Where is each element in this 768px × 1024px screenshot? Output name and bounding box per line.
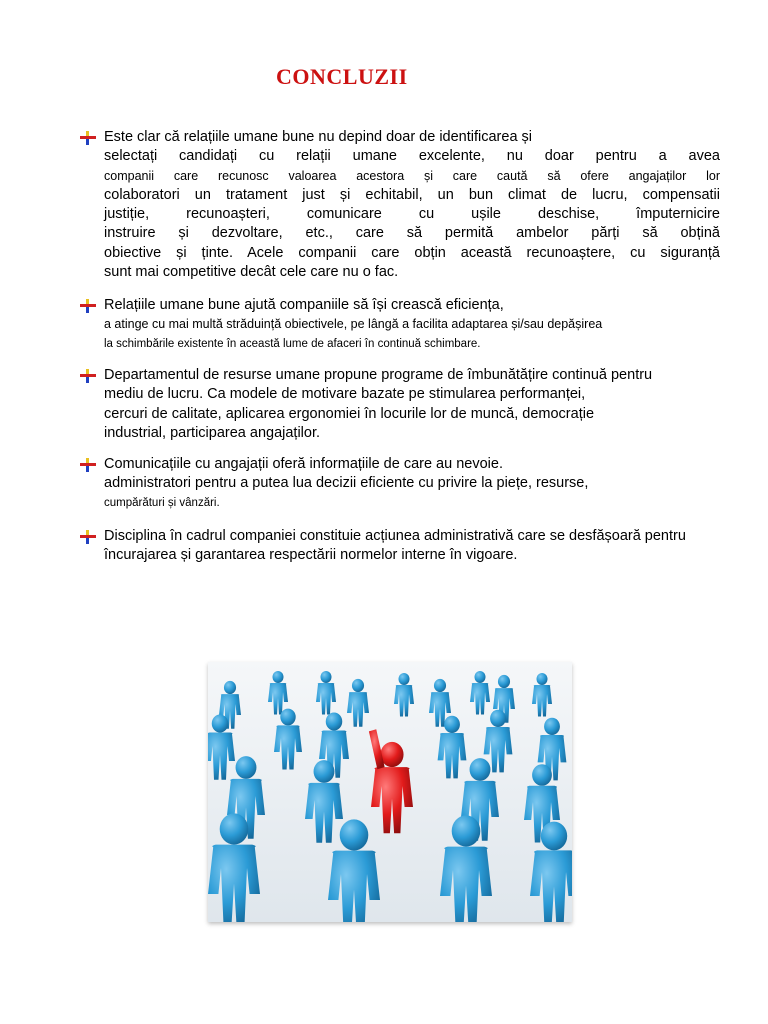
- paragraph-line: Disciplina în cadrul companiei constituie acțiunea administrativă care se desfășoară pentru: [104, 528, 686, 544]
- paragraph-line: mediu de lucru. Ca modele de motivare bazate pe stimularea performanței,: [104, 386, 586, 403]
- bullet-item: [80, 455, 720, 513]
- paragraph-line: la schimbările existente în această lume de afaceri în continuă schimbare.: [104, 337, 481, 350]
- paragraph-line: Comunicațiile cu angajații oferă informațiile de care au nevoie.: [104, 456, 503, 472]
- bullet-item: [80, 128, 720, 282]
- bullet-icon: [80, 369, 96, 383]
- paragraph-line: administratori pentru a putea lua decizii eficiente cu privire la piețe, resurse,: [104, 475, 589, 492]
- paragraph-line: a atinge cu mai multă străduință obiectivele, pe lângă a facilita adaptarea și/sau depășirea: [104, 317, 603, 332]
- bullet-icon: [80, 530, 96, 544]
- bullet-icon: [80, 299, 96, 313]
- paragraph-line: Este clar că relațiile umane bune nu depind doar de identificarea și: [104, 129, 533, 145]
- paragraph-line: justiție, recunoașteri, comunicare cu ușile deschise, împuternicire: [104, 206, 720, 223]
- bullet-item: [80, 296, 720, 354]
- paragraph-line: sunt mai competitive decât cele care nu o fac.: [104, 264, 399, 281]
- paragraph-line: industrial, participarea angajaților.: [104, 424, 321, 441]
- paragraph-line: companii care recunosc valoarea acestora și care caută să ofere angajaților lor: [104, 168, 720, 183]
- bullet-item: [80, 366, 720, 443]
- bullet-icon: [80, 458, 96, 472]
- paragraph-line: selectați candidați cu relații umane excelente, nu doar pentru a avea: [104, 148, 720, 165]
- paragraph-line: cercuri de calitate, aplicarea ergonomiei în locurile lor de muncă, democrație: [104, 405, 595, 422]
- paragraph-line: obiective și ținte. Acele companii care obțin această recunoaștere, cu siguranță: [104, 244, 720, 261]
- crowd-image: [208, 662, 572, 922]
- paragraph-line: instruire și dezvoltare, etc., care să permită ambelor părți să obțină: [104, 225, 720, 242]
- paragraph-line: colaboratori un tratament just și echitabil, un bun climat de lucru, compensatii: [104, 186, 720, 203]
- page-title: CONCLUZII: [276, 64, 408, 89]
- crowd-illustration: [208, 662, 572, 922]
- paragraph-line: Relațiile umane bune ajută companiile să își crească eficiența,: [104, 297, 504, 313]
- bullet-icon: [80, 131, 96, 145]
- paragraph-line: încurajarea și garantarea respectării normelor interne în vigoare.: [104, 547, 518, 564]
- paragraph-line: Departamentul de resurse umane propune programe de îmbunătățire continuă pentru: [104, 367, 653, 383]
- bullet-item: [80, 527, 740, 566]
- leader-figure: [369, 729, 413, 833]
- paragraph-line: cumpărături și vânzări.: [104, 496, 220, 509]
